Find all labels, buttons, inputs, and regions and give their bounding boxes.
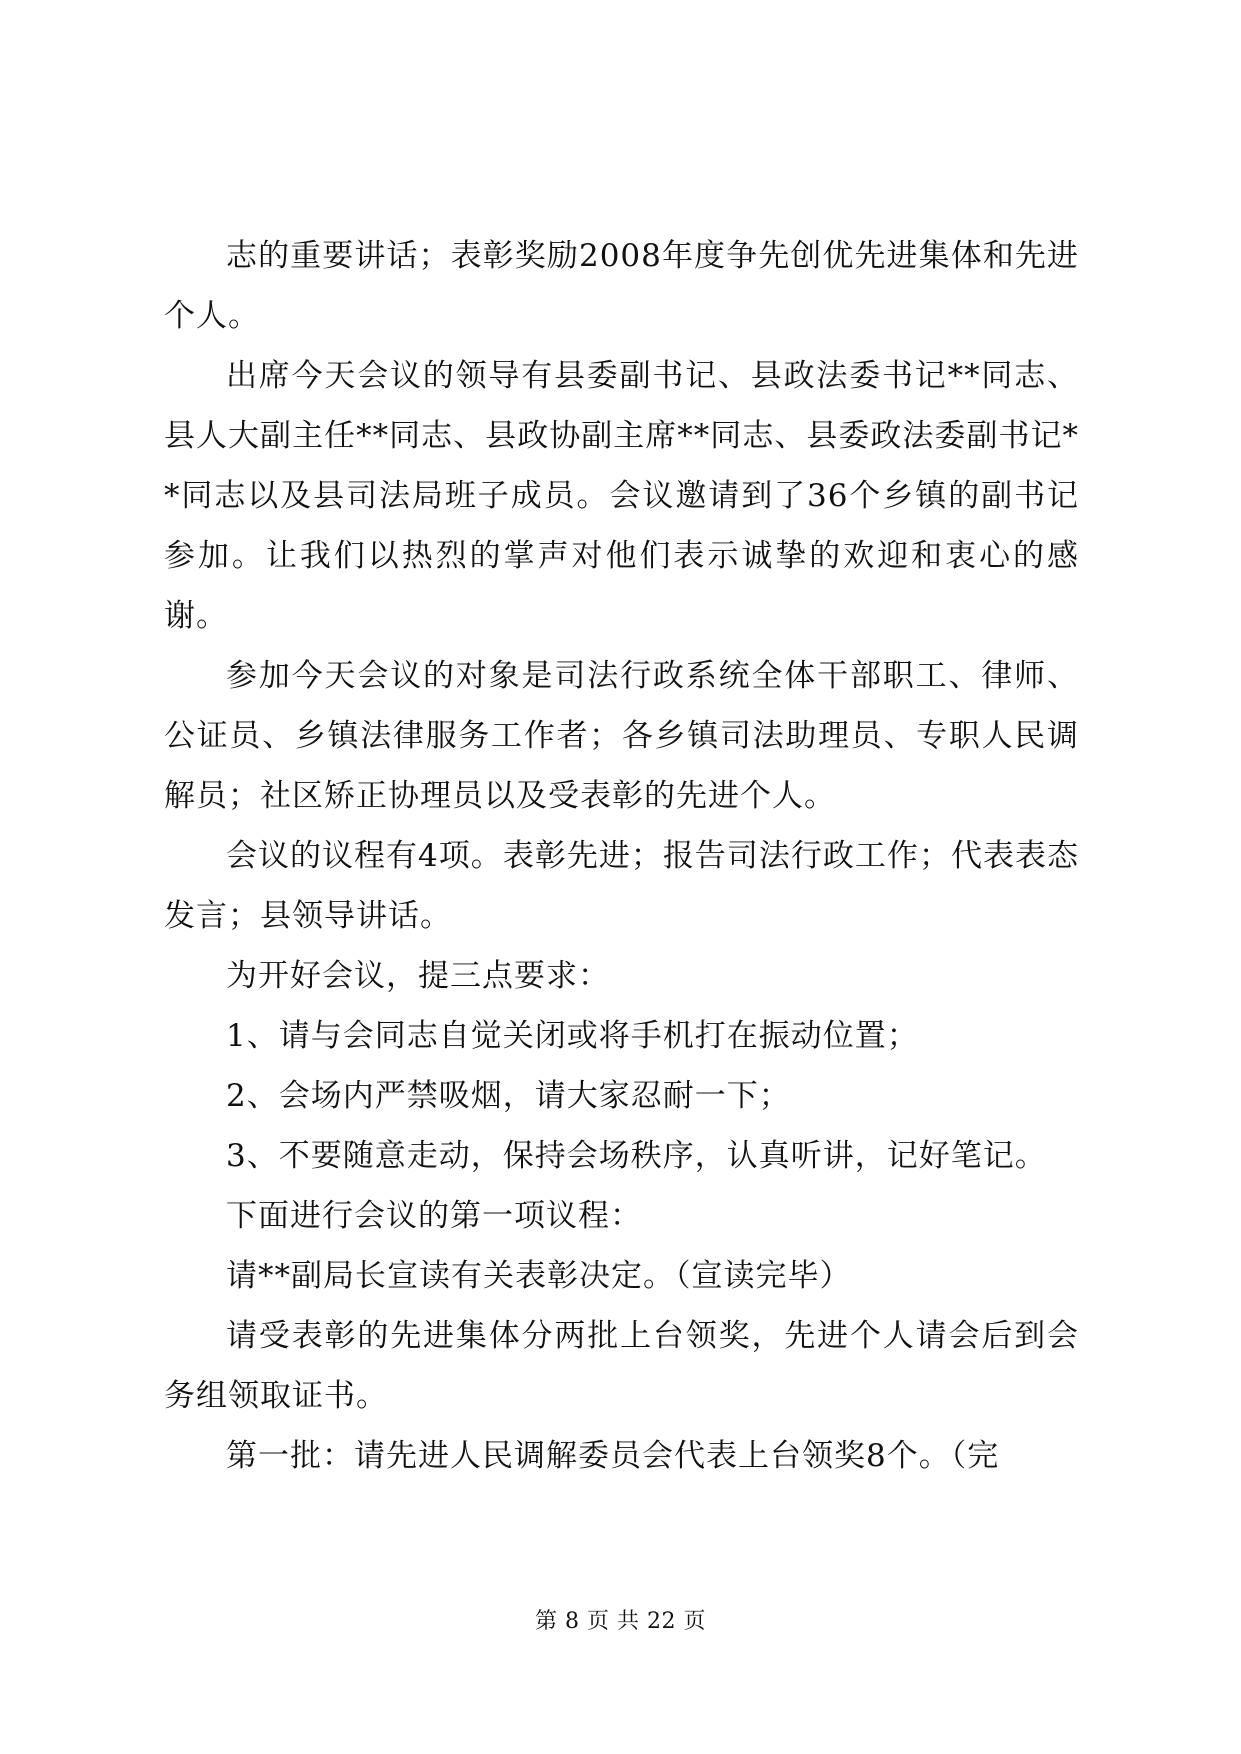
page-number-footer: 第 8 页 共 22 页 [535,1609,706,1634]
paragraph-8: 3、不要随意走动，保持会场秩序，认真听讲，记好笔记。 [226,1138,1047,1174]
paragraph-9: 下面进行会议的第一项议程： [226,1198,642,1234]
paragraph-3: 参加今天会议的对象是司法行政系统全体干部职工、律师、公证员、乡镇法律服务工作者；各乡镇司法助理员、专职人民调解员；社区矫正协理员以及受表彰的先进个人。 [164,658,1079,814]
document-body [164,226,1079,1486]
paragraph-12: 第一批：请先进人民调解委员会代表上台领奖8个。（完 [226,1438,1000,1474]
paragraph-2: 出席今天会议的领导有县委副书记、县政法委书记**同志、县人大副主任**同志、县政协副主席**同志、县委政法委副书记**同志以及县司法局班子成员。会议邀请到了36个乡镇的副书记参加。让我们以热烈的掌声对他们表示诚挚的欢迎和衷心的感谢。 [164,358,1079,634]
paragraph-4: 会议的议程有4项。表彰先进；报告司法行政工作；代表表态发言；县领导讲话。 [164,838,1079,934]
paragraph-10: 请**副局长宣读有关表彰决定。（宣读完毕） [226,1258,852,1294]
paragraph-11: 请受表彰的先进集体分两批上台领奖，先进个人请会后到会务组领取证书。 [164,1318,1079,1414]
paragraph-7: 2、会场内严禁吸烟，请大家忍耐一下； [226,1078,791,1114]
paragraph-1: 志的重要讲话；表彰奖励2008年度争先创优先进集体和先进个人。 [164,238,1079,334]
paragraph-5: 为开好会议，提三点要求： [226,958,610,994]
paragraph-6: 1、请与会同志自觉关闭或将手机打在振动位置； [226,1018,919,1054]
